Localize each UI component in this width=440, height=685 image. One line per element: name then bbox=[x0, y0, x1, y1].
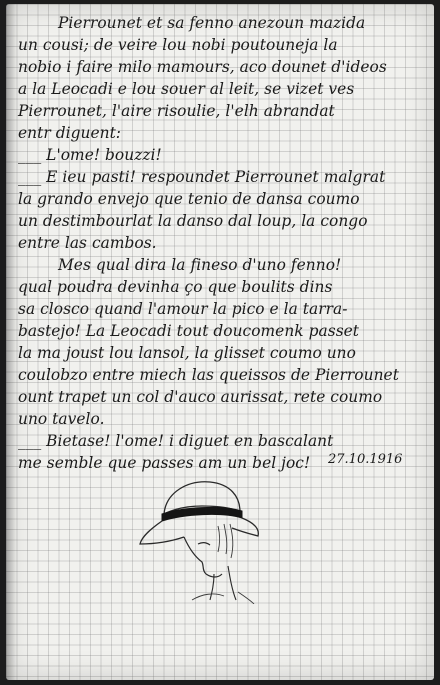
manuscript-line: un destimbourlat la danso dal loup, la congo bbox=[18, 212, 368, 230]
page-shadow bbox=[6, 4, 16, 680]
manuscript-line: Pierrounet, l'aire risoulie, l'elh abrandat bbox=[18, 102, 335, 120]
manuscript-line: entre las cambos. bbox=[18, 234, 157, 252]
manuscript-line: qual poudra devinha ço que boulits dins bbox=[18, 278, 333, 296]
manuscript-line: Pierrounet et sa fenno anezoun mazida bbox=[58, 14, 366, 32]
woman-in-bonnet-sketch bbox=[132, 474, 282, 604]
notebook-page bbox=[6, 4, 434, 680]
manuscript-line: ___ L'ome! bouzzi! bbox=[18, 146, 162, 164]
manuscript-line: nobio i faire milo mamours, aco dounet d'ideos bbox=[18, 58, 387, 76]
manuscript-line: ___ E ieu pasti! respoundet Pierrounet malgrat bbox=[18, 168, 386, 186]
manuscript-line: ___ Bietase! l'ome! i diguet en bascalant bbox=[18, 432, 334, 450]
manuscript-line: sa closco quand l'amour la pico e la tarra- bbox=[18, 300, 348, 318]
manuscript-line: ount trapet un col d'auco aurissat, rete coumo bbox=[18, 388, 383, 406]
manuscript-line: Mes qual dira la fineso d'uno fenno! bbox=[58, 256, 342, 274]
manuscript-line: entr diguent: bbox=[18, 124, 122, 142]
manuscript-line: la grando envejo que tenio de dansa coumo bbox=[18, 190, 360, 208]
manuscript-date: 27.10.1916 bbox=[328, 452, 403, 467]
manuscript-line: bastejo! La Leocadi tout doucomenk passet bbox=[18, 322, 360, 340]
manuscript-line: la ma joust lou lansol, la glisset coumo uno bbox=[18, 344, 356, 362]
manuscript-line: a la Leocadi e lou souer al leit, se vizet ves bbox=[18, 80, 355, 98]
manuscript-line: me semble que passes am un bel joc! bbox=[18, 454, 311, 472]
manuscript-line: un cousi; de veire lou nobi poutouneja la bbox=[18, 36, 338, 54]
manuscript-line: coulobzo entre miech las queissos de Pierrounet bbox=[18, 366, 399, 384]
manuscript-line: uno tavelo. bbox=[18, 410, 105, 428]
